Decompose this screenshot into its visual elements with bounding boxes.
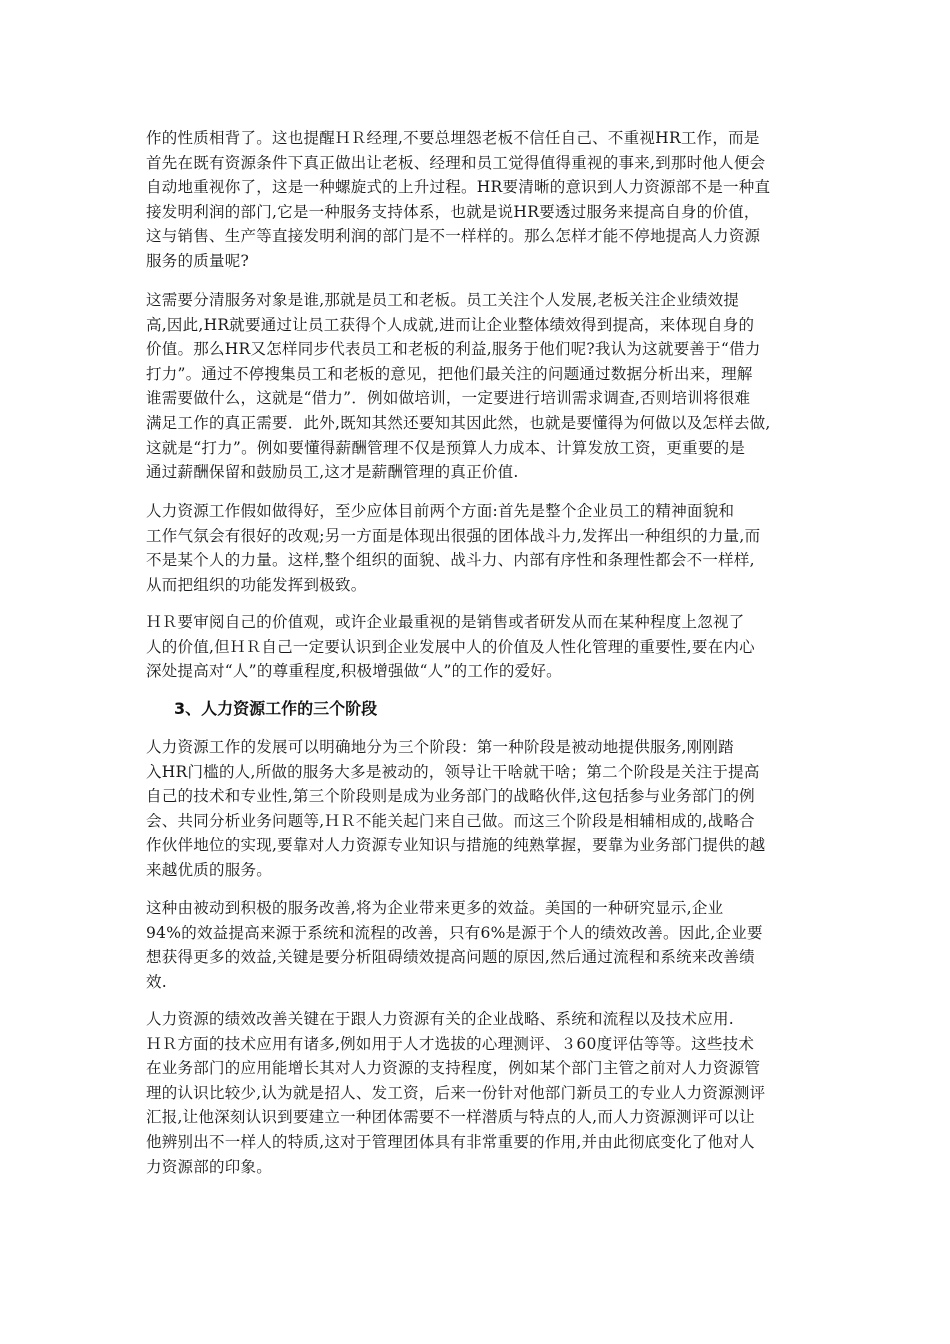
text-line: 汇报,让他深刻认识到要建立一种团体需要不一样潜质与特点的人,而人力资源测评可以让: [146, 1108, 755, 1127]
text-line: 人的价值,但ＨＲ自己一定要认识到企业发展中人的价值及人性化管理的重要性,要在内心: [146, 637, 755, 656]
paragraph-6: [146, 896, 818, 994]
text-line: 想获得更多的效益,关键是要分析阻碍绩效提高问题的原因,然后通过流程和系统来改善绩: [146, 948, 755, 967]
text-line: 会、共同分析业务问题等,ＨＲ不能关起门来自己做。而这三个阶段是相辅相成的,战略合: [146, 811, 755, 830]
text-line: 94%的效益提高来源于系统和流程的改善，只有6%是源于个人的绩效改善。因此,企业要: [146, 923, 763, 942]
text-line: 他辨别出不一样人的特质,这对于管理团体具有非常重要的作用,并由此彻底变化了他对人: [146, 1132, 755, 1151]
text-line: 谁需要做什么，这就是“借力”．例如做培训，一定要进行培训需求调查,否则培训将很难: [146, 389, 751, 408]
text-line: 力资源部的印象。: [146, 1157, 273, 1176]
text-line: 工作气氛会有很好的改观;另一方面是体现出很强的团体战斗力,发挥出一种组织的力量,而: [146, 526, 761, 545]
text-line: 人力资源的绩效改善关键在于跟人力资源有关的企业战略、系统和流程以及技术应用.: [146, 1010, 734, 1028]
text-line: 不是某个人的力量。这样,整个组织的面貌、战斗力、内部有序性和条理性都会不一样样,: [146, 551, 755, 570]
text-line: 服务的质量呢?: [146, 251, 250, 270]
text-line: 入HR门槛的人,所做的服务大多是被动的，领导让干啥就干啥；第二个阶段是关注于提高: [146, 762, 760, 781]
text-line: 通过薪酬保留和鼓励员工,这才是薪酬管理的真正价值.: [146, 463, 519, 482]
text-line: 接发明利润的部门,它是一种服务支持体系，也就是说HR要透过服务来提高自身的价值，: [146, 202, 760, 221]
text-line: 人力资源工作假如做得好，至少应体目前两个方面:首先是整个企业员工的精神面貌和: [146, 502, 735, 520]
section-heading: 3、人力资源工作的三个阶段: [174, 699, 378, 718]
text-line: 在业务部门的应用能增长其对人力资源的支持程度，例如某个部门主管之前对人力资源管: [146, 1059, 761, 1078]
paragraph-2: [146, 288, 818, 485]
paragraph-5: [146, 735, 818, 883]
text-line: 作伙伴地位的实现,要靠对人力资源专业知识与措施的纯熟掌握，要靠为业务部门提供的越: [146, 836, 766, 855]
text-line: 打力”。通过不停搜集员工和老板的意见，把他们最关注的问题通过数据分析出来，理解: [146, 364, 753, 383]
text-line: 从而把组织的功能发挥到极致。: [146, 575, 367, 594]
text-line: 自己的技术和专业性,第三个阶段则是成为业务部门的战略伙伴,这包括参与业务部门的例: [146, 787, 755, 806]
paragraph-1: [146, 126, 818, 274]
text-line: ＨＲ方面的技术应用有诸多,例如用于人才选拔的心理测评、３60度评估等等。这些技术: [146, 1034, 755, 1053]
text-line: 效.: [146, 972, 167, 991]
text-line: 深处提高对“人”的尊重程度,积极增强做“人”的工作的爱好。: [146, 662, 562, 681]
text-line: 价值。那么HR又怎样同步代表员工和老板的利益,服务于他们呢?我认为这就要善于“借力: [146, 340, 761, 359]
text-line: 高,因此,HR就要通过让员工获得个人成就,进而让企业整体绩效得到提高，来体现自身的: [146, 315, 755, 334]
text-line: 作的性质相背了。这也提醒ＨＲ经理,不要总埋怨老板不信任自己、不重视HR工作，而是: [146, 129, 760, 147]
text-line: ＨＲ要审阅自己的价值观，或许企业最重视的是销售或者研发从而在某种程度上忽视了: [146, 613, 745, 631]
text-line: 人力资源工作的发展可以明确地分为三个阶段：第一种阶段是被动地提供服务,刚刚踏: [146, 738, 734, 756]
text-line: 来越优质的服务。: [146, 860, 273, 879]
text-line: 这就是“打力”。例如要懂得薪酬管理不仅是预算人力成本、计算发放工资，更重要的是: [146, 438, 746, 457]
text-line: 自动地重视你了，这是一种螺旋式的上升过程。HR要清晰的意识到人力资源部不是一种直: [146, 178, 771, 197]
paragraph-7: [146, 1007, 818, 1179]
text-line: 这需要分清服务对象是谁,那就是员工和老板。员工关注个人发展,老板关注企业绩效提: [146, 291, 740, 309]
text-line: 这种由被动到积极的服务改善,将为企业带来更多的效益。美国的一种研究显示,企业: [146, 899, 724, 917]
text-line: 这与销售、生产等直接发明利润的部门是不一样样的。那么怎样才能不停地提高人力资源: [146, 227, 761, 246]
text-line: 首先在既有资源条件下真正做出让老板、经理和员工觉得值得重视的事来,到那时他人便会: [146, 153, 766, 172]
paragraph-4: [146, 610, 818, 684]
text-line: 理的认识比较少,认为就是招人、发工资，后来一份针对他部门新员工的专业人力资源测评: [146, 1083, 766, 1102]
paragraph-3: [146, 499, 818, 597]
text-line: 满足工作的真正需要．此外,既知其然还要知其因此然，也就是要懂得为何做以及怎样去做,: [146, 413, 771, 432]
